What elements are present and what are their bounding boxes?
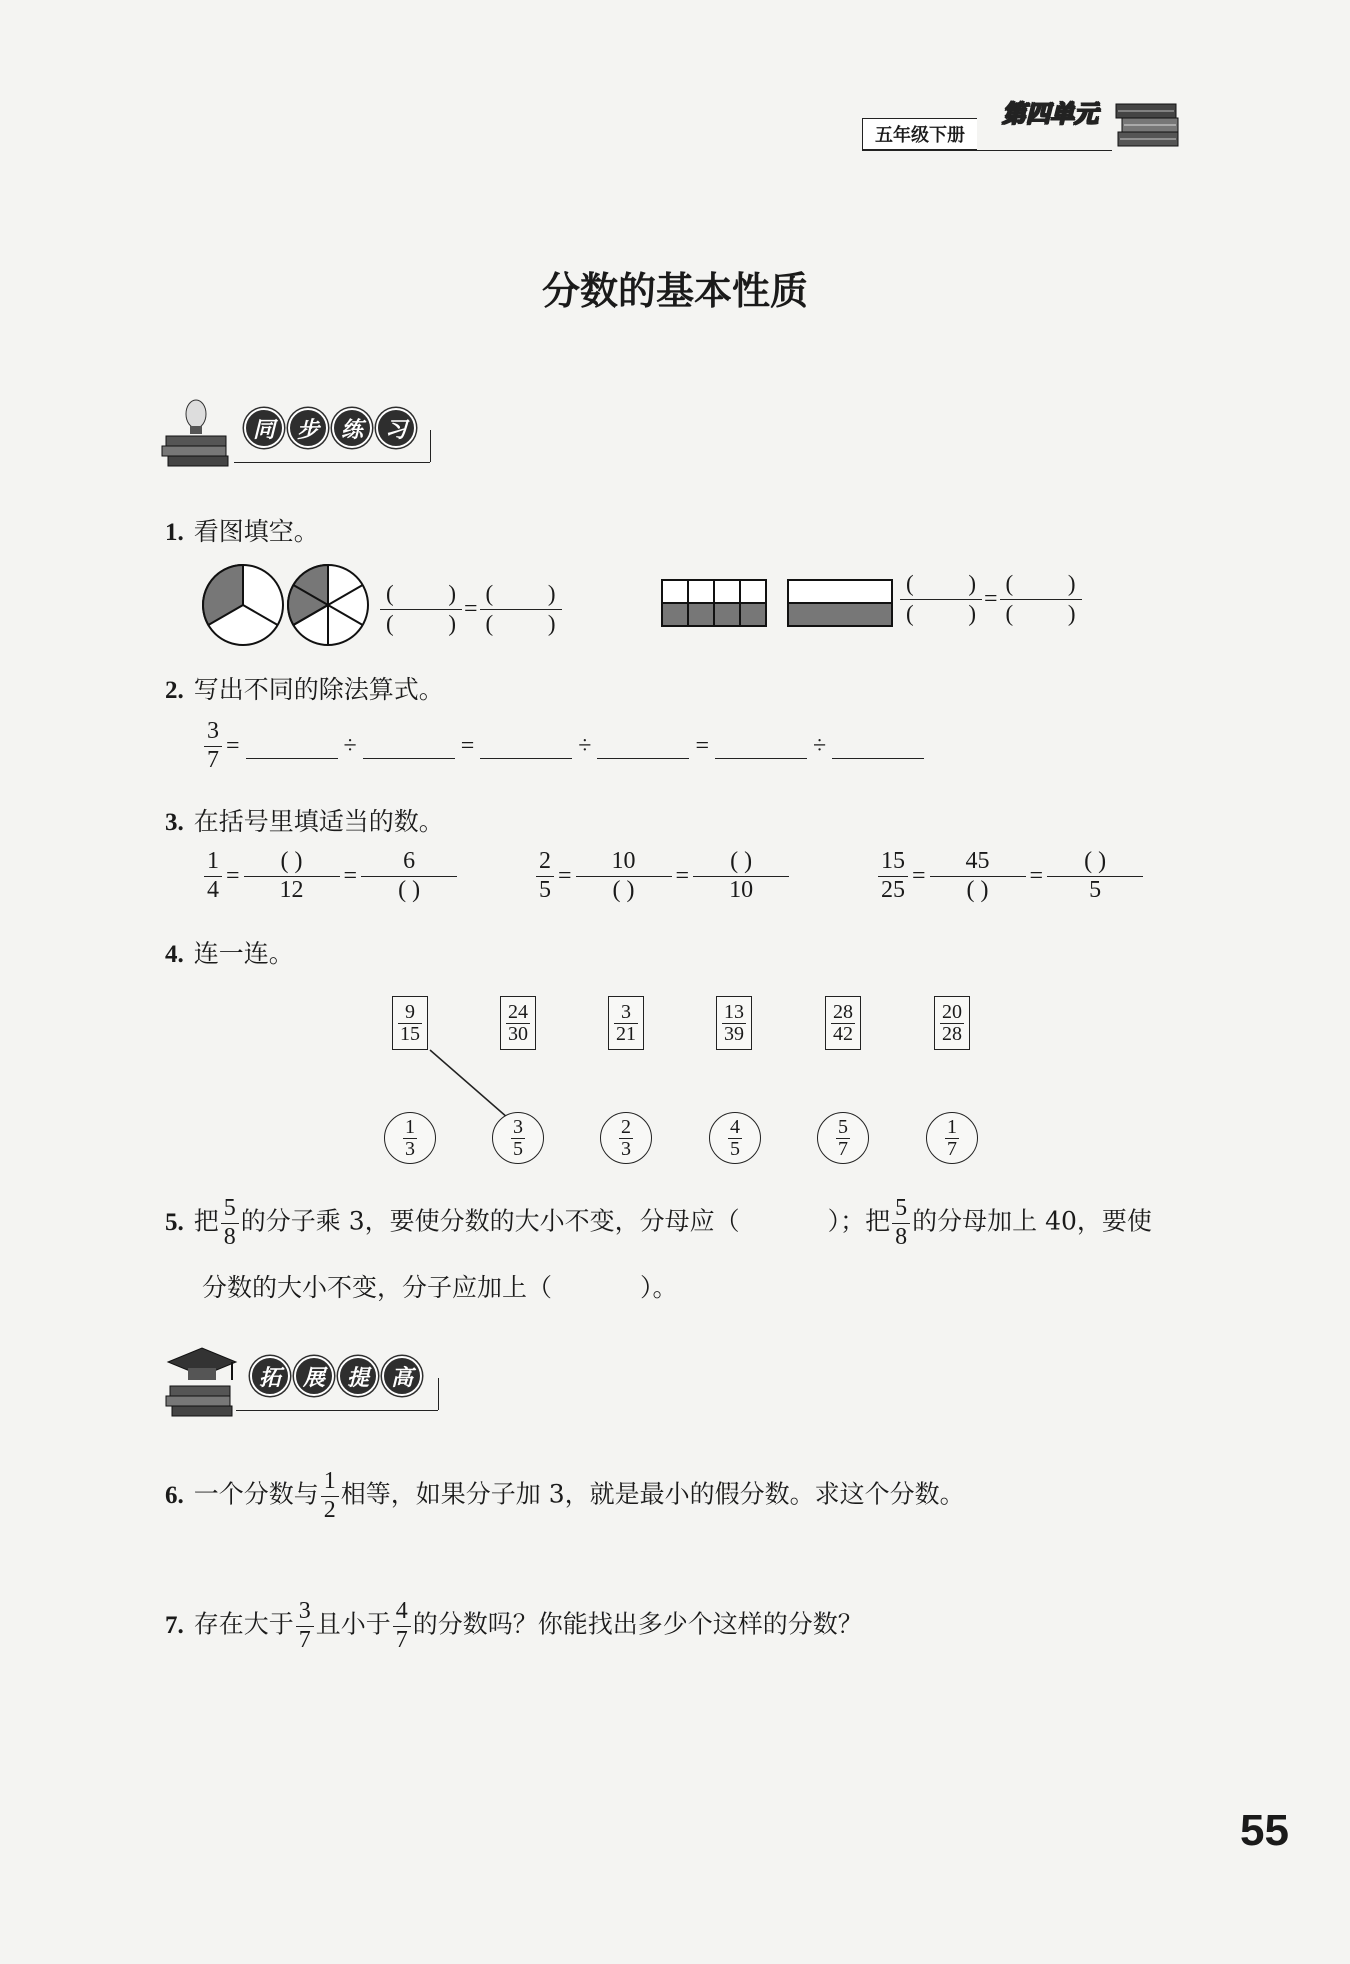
q1-blank-frac-2[interactable]: ( ) ( ) <box>480 580 562 639</box>
q5-f2-den: 8 <box>892 1223 910 1252</box>
q6-text-1: 一个分数与 <box>193 1479 319 1509</box>
q4-top-num: 20 <box>942 1000 962 1023</box>
q5-fraction-2 <box>892 1195 910 1251</box>
unit-label: 第四单元 <box>1002 100 1098 128</box>
q3-g3-f3-den: 5 <box>1047 876 1143 905</box>
q6-prompt <box>165 1468 965 1524</box>
q2-eq-3: = <box>695 732 709 759</box>
q3-g2-f2-num: 10 <box>611 848 636 874</box>
q5-number: 5. <box>165 1208 184 1236</box>
q4-bottom-den: 3 <box>621 1137 631 1160</box>
q3-group-1: $\frac{1}{4}$ = $\frac{( )}{12}$ = $\frac{6}{( )}$ <box>202 848 459 904</box>
q4-top-box-1[interactable] <box>392 996 428 1050</box>
q6-number: 6. <box>165 1481 184 1509</box>
q4-top-den: 39 <box>724 1022 744 1045</box>
graduation-books-icon <box>162 1340 242 1422</box>
q4-top-den: 28 <box>942 1022 962 1045</box>
q4-top-den: 30 <box>508 1022 528 1045</box>
q3-g1-f3-den[interactable]: ( ) <box>361 876 457 905</box>
q3-g1-f1-den: 4 <box>204 876 222 905</box>
q4-bottom-num: 3 <box>513 1115 523 1138</box>
q4-bottom-num: 2 <box>621 1115 631 1138</box>
q4-top-box-4[interactable] <box>716 996 752 1050</box>
q4-top-box-5[interactable] <box>825 996 861 1050</box>
q1-text: 看图填空。 <box>193 517 319 546</box>
q4-bottom-den: 7 <box>947 1137 957 1160</box>
q4-top-den: 21 <box>616 1022 636 1045</box>
q4-bottom-circle-1[interactable] <box>384 1112 436 1164</box>
q4-top-box-6[interactable] <box>934 996 970 1050</box>
q4-top-den: 15 <box>400 1022 420 1045</box>
q4-bottom-circle-4[interactable] <box>709 1112 761 1164</box>
q6-num: 1 <box>323 1468 336 1494</box>
q1-blank-frac-3[interactable]: ( ) ( ) <box>900 570 982 629</box>
q1-equals-2: = <box>984 585 998 612</box>
q1-equals-1: = <box>464 595 478 622</box>
q5-text-4: 的分母加上 40，要使 <box>912 1206 1152 1236</box>
q2-denominator: 7 <box>204 746 222 775</box>
q7-prompt <box>165 1598 863 1654</box>
q5-f1-den: 8 <box>221 1223 239 1252</box>
q3-g2-f1-den: 5 <box>536 876 554 905</box>
q4-bottom-num: 5 <box>838 1115 848 1138</box>
q5-fraction-1 <box>221 1195 239 1251</box>
q7-f1-num: 3 <box>298 1598 311 1624</box>
q6-fraction <box>321 1468 339 1524</box>
q1-number: 1. <box>165 519 184 546</box>
q4-bottom-den: 3 <box>405 1137 415 1160</box>
q3-number: 3. <box>165 809 184 836</box>
q7-text-3: 的分数吗？你能找出多少个这样的分数？ <box>412 1609 863 1639</box>
q4-text: 连一连。 <box>193 939 294 968</box>
extension-section-bracket <box>438 1378 439 1410</box>
extension-char-2: 展 <box>294 1356 334 1396</box>
q6-text-2: 相等，如果分子加 3，就是最小的假分数。求这个分数。 <box>340 1479 965 1509</box>
q3-g1-f3-num: 6 <box>403 848 416 874</box>
q4-top-num: 3 <box>621 1000 631 1023</box>
q7-f2-den: 7 <box>393 1626 411 1655</box>
q2-div-1: ÷ <box>343 732 357 759</box>
q7-f2-num: 4 <box>395 1598 408 1624</box>
q2-numerator: 3 <box>207 718 219 744</box>
practice-char-3: 练 <box>332 408 372 448</box>
q2-div-2: ÷ <box>578 732 592 759</box>
q4-bottom-den: 5 <box>730 1137 740 1160</box>
q4-bottom-num: 1 <box>405 1115 415 1138</box>
page-number: 55 <box>1240 1806 1289 1855</box>
q4-top-num: 13 <box>724 1000 744 1023</box>
q3-g1-f2-num[interactable]: ( ) <box>280 848 303 874</box>
q7-fraction-2 <box>393 1598 411 1654</box>
q5-line-1 <box>165 1195 1152 1251</box>
q3-g1-f2-den: 12 <box>244 876 340 905</box>
q6-den: 2 <box>321 1496 339 1525</box>
q4-top-den: 42 <box>833 1022 853 1045</box>
q7-text-2: 且小于 <box>315 1609 391 1639</box>
q7-number: 7. <box>165 1611 184 1639</box>
q3-group-2: $\frac{2}{5}$ = $\frac{10}{( )}$ = $\frac{( )}{10}$ <box>534 848 791 904</box>
q4-bottom-circle-5[interactable] <box>817 1112 869 1164</box>
grade-text: 五年级下册 <box>875 125 965 146</box>
q3-g2-f2-den[interactable]: ( ) <box>576 876 672 905</box>
practice-char-1: 同 <box>244 408 284 448</box>
q7-fraction-1 <box>296 1598 314 1654</box>
q3-g3-f1-den: 25 <box>878 876 908 905</box>
q3-g3-f3-num[interactable]: ( ) <box>1084 848 1107 874</box>
q4-top-box-2[interactable] <box>500 996 536 1050</box>
q5-text-5: 分数的大小不变，分子应加上（ <box>202 1273 553 1302</box>
q4-bottom-circle-2[interactable] <box>492 1112 544 1164</box>
q2-eq-2: = <box>460 732 475 759</box>
q3-group-3: $\frac{15}{25}$ = $\frac{45}{( )}$ = $\frac{( )}{5}$ <box>876 848 1145 904</box>
q2-text: 写出不同的除法算式。 <box>193 675 444 704</box>
q3-g3-f1-num: 15 <box>881 848 905 874</box>
q4-bottom-den: 7 <box>838 1137 848 1160</box>
q5-f2-num: 5 <box>895 1195 908 1221</box>
extension-char-4: 高 <box>382 1356 422 1396</box>
q5-line-2 <box>202 1268 678 1304</box>
q5-text-2: 的分子乘 3，要使分数的大小不变，分母应（ <box>240 1206 740 1236</box>
q3-g3-f2-num: 45 <box>965 848 990 874</box>
q1-blank-frac-1[interactable]: ( ) ( ) <box>380 580 462 639</box>
q3-g2-f1-num: 2 <box>539 848 551 874</box>
q5-text-1: 把 <box>193 1206 219 1236</box>
q3-g1-f1-num: 1 <box>207 848 219 874</box>
q2-eq-1: = <box>226 732 240 759</box>
q5-f1-num: 5 <box>223 1195 236 1221</box>
q4-top-num: 9 <box>405 1000 415 1023</box>
extension-char-3: 提 <box>338 1356 378 1396</box>
q4-bottom-num: 4 <box>730 1115 740 1138</box>
q4-top-box-3[interactable] <box>608 996 644 1050</box>
q4-bottom-num: 1 <box>947 1115 957 1138</box>
q7-f1-den: 7 <box>296 1626 314 1655</box>
extension-char-1: 拓 <box>250 1356 290 1396</box>
extension-section-label <box>250 1356 422 1396</box>
q4-bottom-den: 5 <box>513 1137 523 1160</box>
q4-bottom-circle-6[interactable] <box>926 1112 978 1164</box>
q4-number: 4. <box>165 941 184 968</box>
q4-top-num: 24 <box>508 1000 528 1023</box>
practice-char-2: 步 <box>288 408 328 448</box>
q3-g3-f2-den[interactable]: ( ) <box>930 876 1026 905</box>
extension-section-underline <box>236 1410 438 1411</box>
q5-text-3: ）；把 <box>827 1206 891 1236</box>
page-title: 分数的基本性质 <box>541 268 808 313</box>
q1-blank-frac-4[interactable]: ( ) ( ) <box>1000 570 1082 629</box>
q2-number: 2. <box>165 677 184 704</box>
q3-g2-f3-den: 10 <box>693 876 789 905</box>
q2-div-3: ÷ <box>812 732 827 759</box>
q4-top-num: 28 <box>833 1000 853 1023</box>
practice-char-4: 习 <box>376 408 416 448</box>
q3-text: 在括号里填适当的数。 <box>193 807 444 836</box>
q4-bottom-circle-3[interactable] <box>600 1112 652 1164</box>
q7-text-1: 存在大于 <box>193 1609 294 1639</box>
q5-text-6: ）。 <box>640 1273 678 1302</box>
q3-g2-f3-num[interactable]: ( ) <box>730 848 753 874</box>
